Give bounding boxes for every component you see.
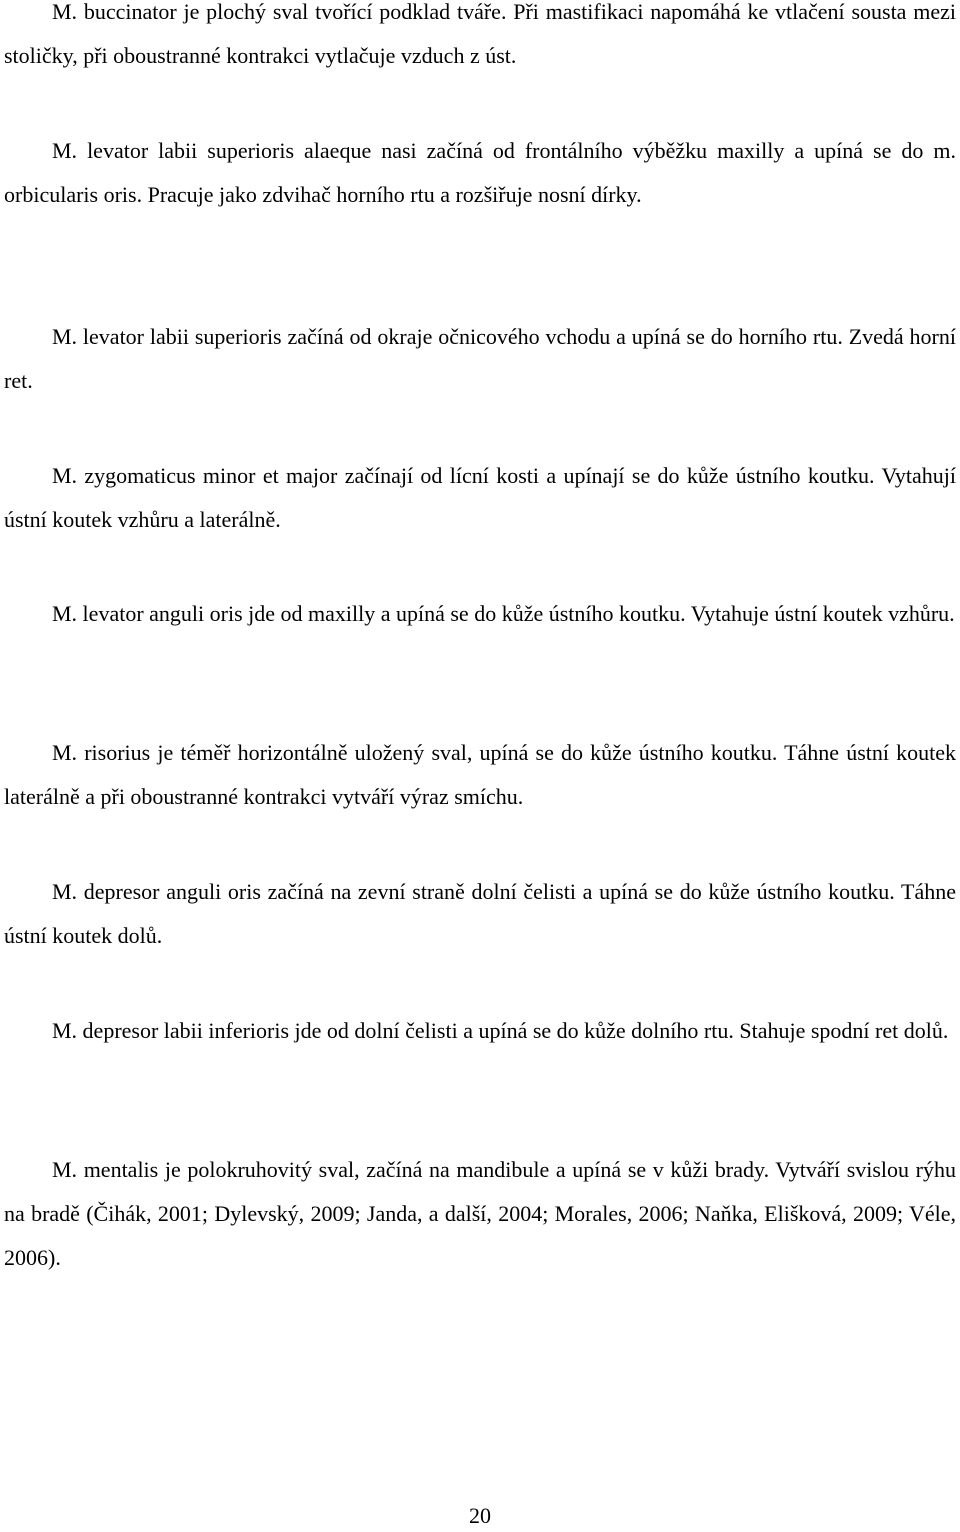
page-number: 20 bbox=[469, 1503, 491, 1528]
paragraph-levator-anguli-oris: M. levator anguli oris jde od maxilly a upíná se do kůže ústního koutku. Vytahuje ústní koutek vzhůru. bbox=[52, 601, 955, 626]
paragraph-buccinator: M. buccinator je plochý sval tvořící podklad tváře. Při mastifikaci napomáhá ke vtlačení sousta mezi stoličky, při oboustranné kontrakci vytlačuje vzduch z úst. bbox=[4, 0, 956, 68]
paragraph-mentalis: M. mentalis je polokruhovitý sval, začíná na mandibule a upíná se v kůži brady. Vytváří svislou rýhu na bradě (Čihák, 2001; Dylevský, 2009; Janda, a další, 2004; Morales, 2006; Naňka, Elišková, 2009; Véle, 2006). bbox=[4, 1157, 956, 1270]
paragraph-zygomaticus: M. zygomaticus minor et major začínají od lícní kosti a upínají se do kůže ústního koutku. Vytahují ústní koutek vzhůru a laterálně. bbox=[4, 463, 956, 532]
paragraph-levator-labii-superioris-alaeque-nasi: M. levator labii superioris alaeque nasi začíná od frontálního výběžku maxilly a upíná se do m. orbicularis oris. Pracuje jako zdvihač horního rtu a rozšiřuje nosní dírky. bbox=[4, 138, 956, 207]
paragraph-depresor-anguli-oris: M. depresor anguli oris začíná na zevní straně dolní čelisti a upíná se do kůže ústního koutku. Táhne ústní koutek dolů. bbox=[4, 879, 956, 948]
paragraph-depresor-labii-inferioris: M. depresor labii inferioris jde od dolní čelisti a upíná se do kůže dolního rtu. Stahuje spodní ret dolů. bbox=[52, 1018, 949, 1043]
paragraph-risorius: M. risorius je téměř horizontálně uložený sval, upíná se do kůže ústního koutku. Táhne ústní koutek laterálně a při oboustranné kontrakci vytváří výraz smíchu. bbox=[4, 740, 956, 809]
paragraph-levator-labii-superioris: M. levator labii superioris začíná od okraje očnicového vchodu a upíná se do horního rtu. Zvedá horní ret. bbox=[4, 324, 956, 393]
